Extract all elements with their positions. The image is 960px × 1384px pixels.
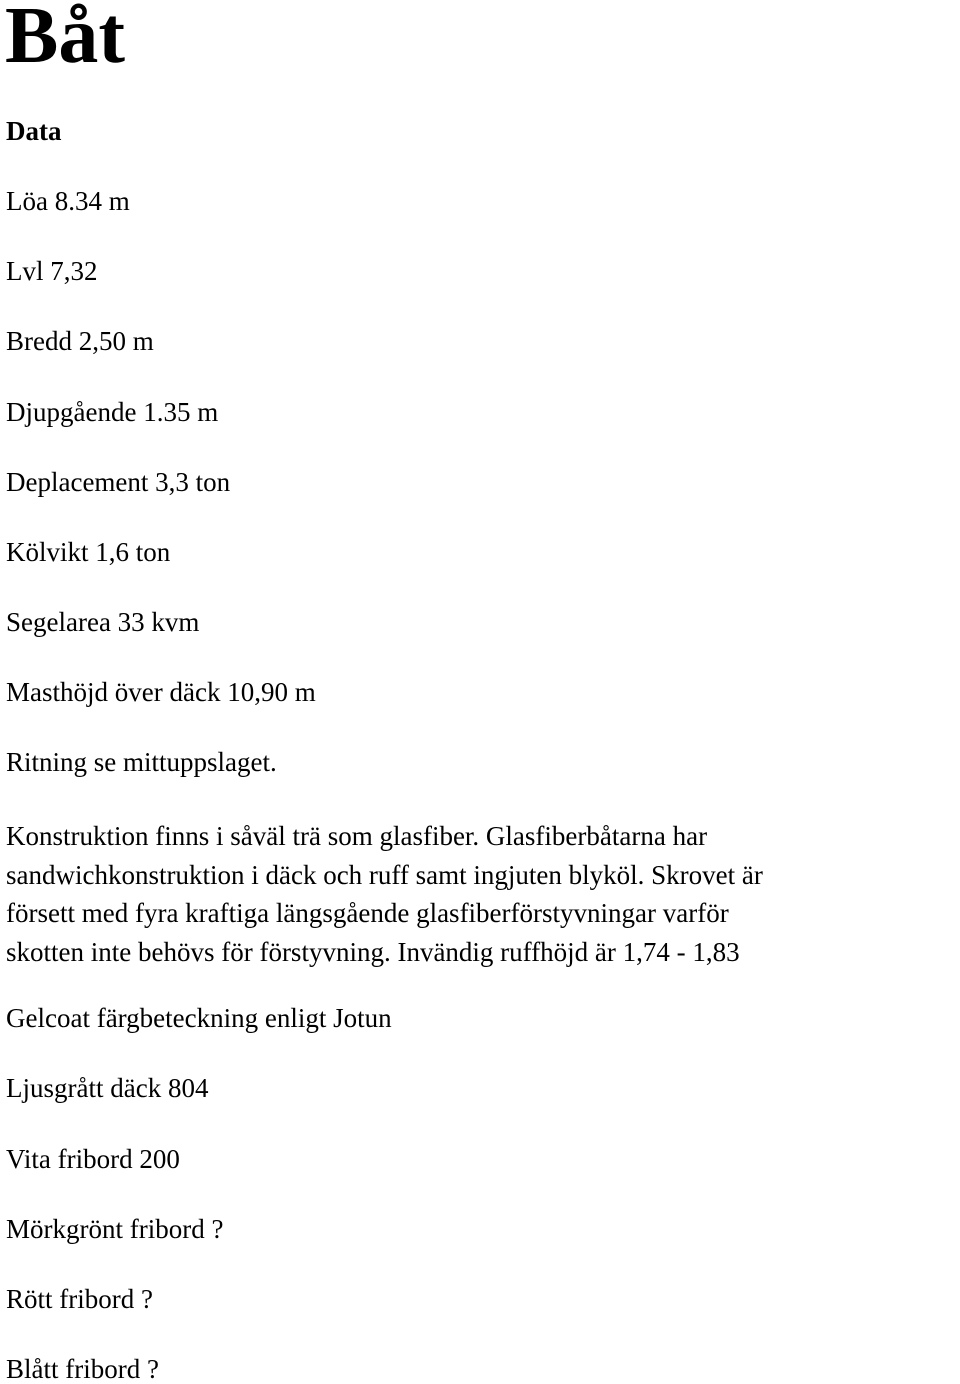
- gelcoat-heading: Gelcoat färgbeteckning enligt Jotun: [6, 1003, 392, 1033]
- spec-length-overall: Löa 8.34 m: [6, 186, 130, 216]
- spec-keel-weight: Kölvikt 1,6 ton: [6, 537, 171, 567]
- construction-line: försett med fyra kraftiga längsgående glasfiberförstyvningar varför: [6, 898, 729, 929]
- construction-paragraph: [6, 817, 958, 971]
- color-topsides-white: Vita fribord 200: [6, 1144, 180, 1174]
- spec-beam: Bredd 2,50 m: [6, 326, 154, 356]
- spec-displacement: Deplacement 3,3 ton: [6, 467, 231, 497]
- spec-draft: Djupgående 1.35 m: [6, 397, 219, 427]
- color-deck-light-grey: Ljusgrått däck 804: [6, 1073, 209, 1103]
- construction-line: skotten inte behövs för förstyvning. Invändig ruffhöjd är 1,74 - 1,83: [6, 936, 740, 967]
- page-title: Båt: [5, 0, 125, 80]
- spec-sail-area: Segelarea 33 kvm: [6, 607, 200, 637]
- spec-mast-height: Masthöjd över däck 10,90 m: [6, 677, 316, 707]
- color-topsides-dark-green: Mörkgrönt fribord ?: [6, 1214, 224, 1244]
- section-heading-data: Data: [6, 116, 62, 146]
- color-topsides-blue: Blått fribord ?: [6, 1354, 159, 1384]
- spec-drawing-note: Ritning se mittuppslaget.: [6, 747, 277, 777]
- spec-waterline-length: Lvl 7,32: [6, 256, 98, 286]
- construction-line: sandwichkonstruktion i däck och ruff samt ingjuten blyköl. Skrovet är: [6, 859, 763, 890]
- construction-line: Konstruktion finns i såväl trä som glasfiber. Glasfiberbåtarna har: [6, 821, 708, 851]
- color-topsides-red: Rött fribord ?: [6, 1284, 153, 1314]
